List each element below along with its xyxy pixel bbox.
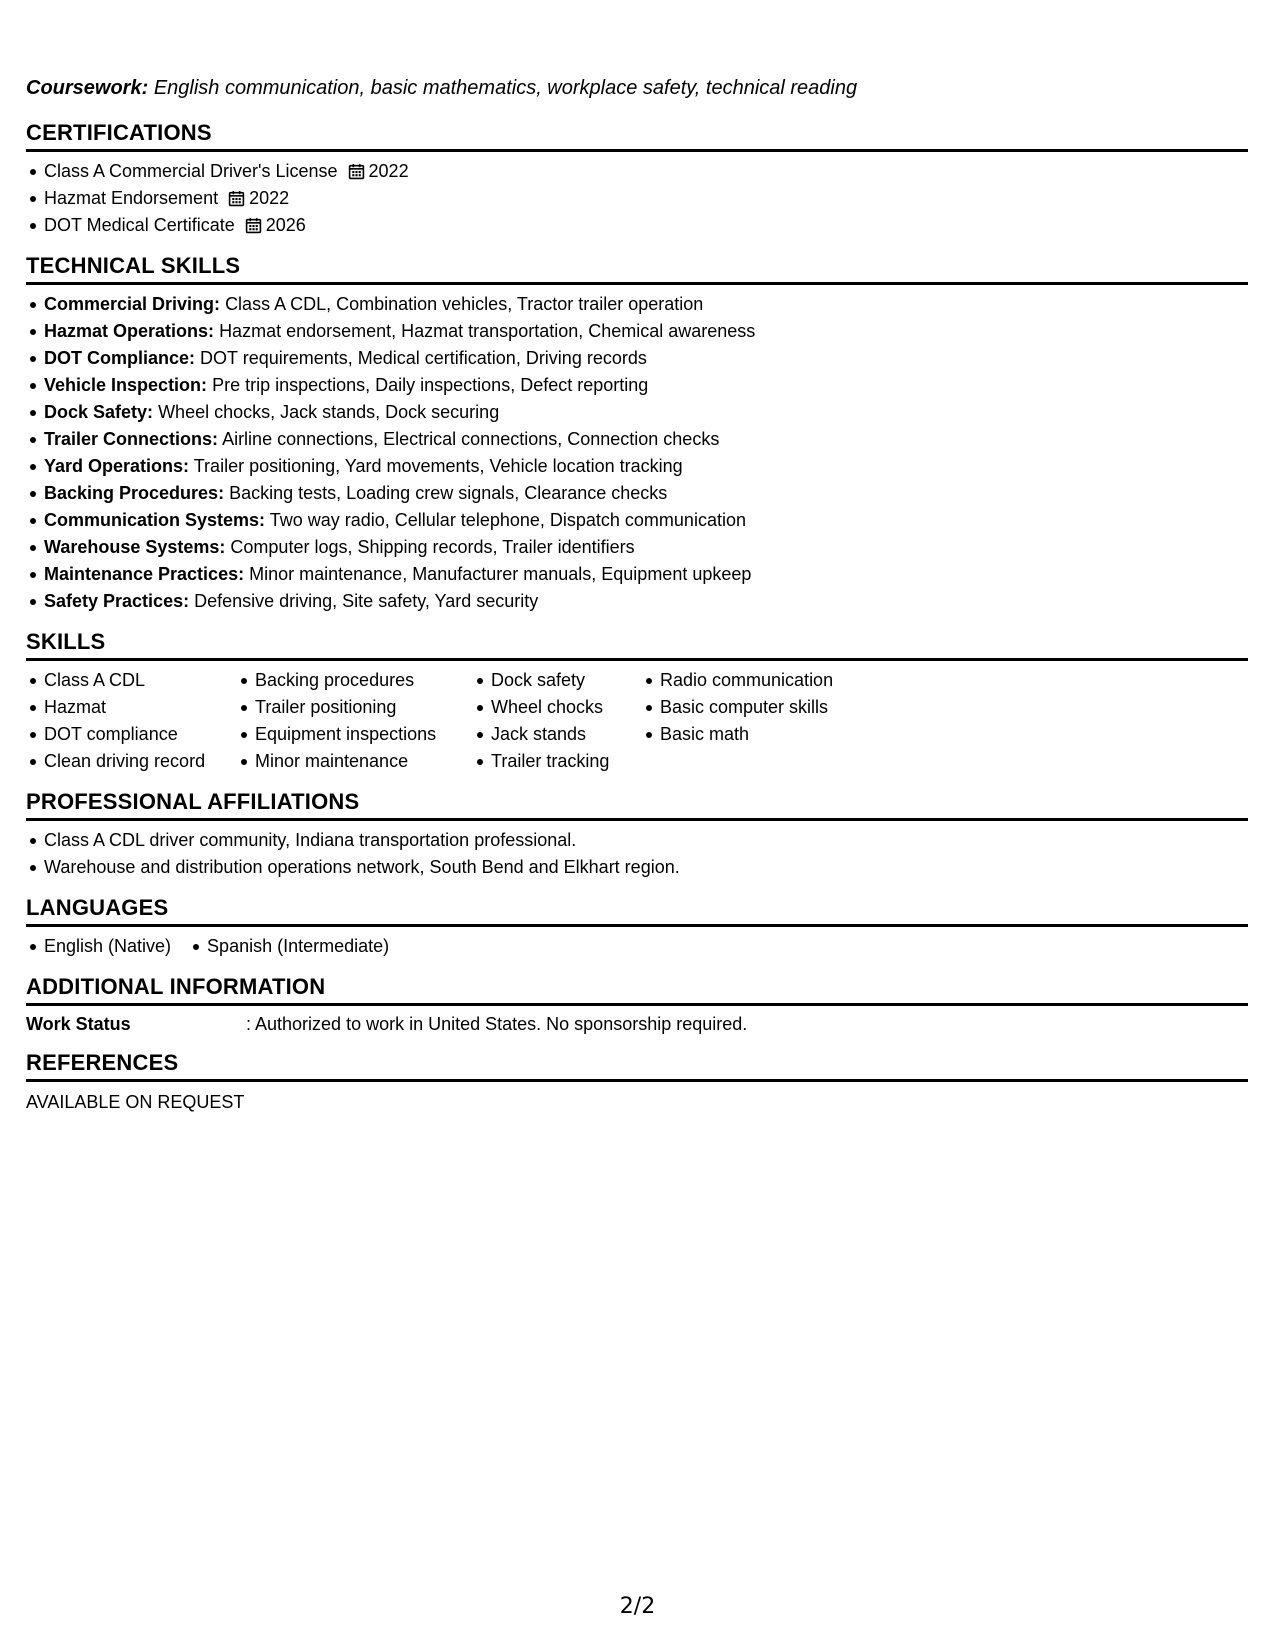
references-text: AVAILABLE ON REQUEST [26, 1092, 245, 1112]
list-item [44, 158, 1248, 185]
work-status-label: Work Status [26, 1014, 131, 1034]
section-title-languages: LANGUAGES [26, 895, 1248, 927]
list-item: Clean driving record [44, 748, 237, 775]
certifications-section [26, 120, 1248, 239]
skill-details: Defensive driving, Site safety, Yard security [194, 591, 539, 611]
skills-column [642, 667, 900, 775]
skill-category: Yard Operations: [44, 456, 190, 476]
additional-information-section [26, 974, 1248, 1036]
list-item: Backing procedures [255, 667, 473, 694]
section-title-references: REFERENCES [26, 1050, 1248, 1082]
list-item: Warehouse and distribution operations network, South Bend and Elkhart region. [44, 854, 1248, 881]
skill-details: Airline connections, Electrical connections, Connection checks [222, 429, 720, 449]
calendar-icon [245, 217, 262, 234]
skill-details: DOT requirements, Medical certification, Driving records [200, 348, 647, 368]
references-section [26, 1050, 1248, 1114]
list-item: Basic computer skills [660, 694, 900, 721]
list-item: Minor maintenance [255, 748, 473, 775]
list-item: Basic math [660, 721, 900, 748]
skill-category: Dock Safety: [44, 402, 154, 422]
skill-category: Communication Systems: [44, 510, 266, 530]
skill-category: Maintenance Practices: [44, 564, 245, 584]
coursework [26, 76, 1248, 100]
certification-name: DOT Medical Certificate [44, 215, 235, 235]
work-status-value: : Authorized to work in United States. No sponsorship required. [246, 1014, 748, 1034]
list-item [44, 453, 1248, 480]
skill-category: DOT Compliance: [44, 348, 196, 368]
list-item [44, 345, 1248, 372]
list-item [44, 507, 1248, 534]
skill-details: Minor maintenance, Manufacturer manuals, Equipment upkeep [249, 564, 752, 584]
skill-details: Two way radio, Cellular telephone, Dispatch communication [269, 510, 746, 530]
certification-name: Hazmat Endorsement [44, 188, 219, 208]
languages-list [26, 933, 1248, 960]
certification-year: 2022 [249, 188, 290, 208]
list-item: Trailer tracking [491, 748, 642, 775]
skills-column [473, 667, 642, 775]
skill-category: Warehouse Systems: [44, 537, 226, 557]
technical-skills-list [26, 291, 1248, 615]
skill-details: Wheel chocks, Jack stands, Dock securing [158, 402, 500, 422]
skill-details: Computer logs, Shipping records, Trailer identifiers [230, 537, 635, 557]
affiliations-section [26, 789, 1248, 881]
skills-grid [26, 667, 1248, 775]
skill-details: Trailer positioning, Yard movements, Vehicle location tracking [193, 456, 683, 476]
work-status-row [26, 1012, 1248, 1036]
coursework-label: Coursework: [26, 77, 149, 99]
languages-section [26, 895, 1248, 960]
certification-name: Class A Commercial Driver's License [44, 161, 338, 181]
skill-details: Class A CDL, Combination vehicles, Tractor trailer operation [225, 294, 704, 314]
list-item: Trailer positioning [255, 694, 473, 721]
list-item [44, 291, 1248, 318]
resume-page [26, 76, 1248, 1128]
list-item [44, 426, 1248, 453]
section-title-technical-skills: TECHNICAL SKILLS [26, 253, 1248, 285]
list-item: Jack stands [491, 721, 642, 748]
skill-details: Pre trip inspections, Daily inspections, Defect reporting [212, 375, 649, 395]
section-title-additional-information: ADDITIONAL INFORMATION [26, 974, 1248, 1006]
list-item: DOT compliance [44, 721, 237, 748]
section-title-certifications: CERTIFICATIONS [26, 120, 1248, 152]
technical-skills-section [26, 253, 1248, 615]
list-item: Radio communication [660, 667, 900, 694]
coursework-text: English communication, basic mathematics, workplace safety, technical reading [153, 77, 858, 99]
list-item: Class A CDL [44, 667, 237, 694]
list-item [44, 561, 1248, 588]
list-item [44, 534, 1248, 561]
skill-details: Hazmat endorsement, Hazmat transportation, Chemical awareness [219, 321, 756, 341]
list-item: Class A CDL driver community, Indiana transportation professional. [44, 827, 1248, 854]
list-item: Equipment inspections [255, 721, 473, 748]
calendar-icon [348, 163, 365, 180]
list-item: English (Native) [44, 933, 171, 960]
section-title-affiliations: PROFESSIONAL AFFILIATIONS [26, 789, 1248, 821]
list-item [44, 212, 1248, 239]
affiliations-list [26, 827, 1248, 881]
skills-section [26, 629, 1248, 775]
list-item: Hazmat [44, 694, 237, 721]
certifications-list [26, 158, 1248, 239]
list-item: Spanish (Intermediate) [207, 933, 389, 960]
skill-category: Backing Procedures: [44, 483, 225, 503]
certification-year: 2022 [368, 161, 409, 181]
page-number: 2/2 [619, 1594, 656, 1619]
skill-category: Trailer Connections: [44, 429, 219, 449]
skill-category: Safety Practices: [44, 591, 190, 611]
list-item: Dock safety [491, 667, 642, 694]
list-item [44, 480, 1248, 507]
calendar-icon [228, 190, 245, 207]
list-item [44, 372, 1248, 399]
list-item [44, 588, 1248, 615]
skills-column [26, 667, 237, 775]
skills-column [237, 667, 473, 775]
skill-category: Hazmat Operations: [44, 321, 215, 341]
skill-category: Commercial Driving: [44, 294, 221, 314]
skill-category: Vehicle Inspection: [44, 375, 208, 395]
list-item: Wheel chocks [491, 694, 642, 721]
certification-year: 2026 [265, 215, 306, 235]
list-item [44, 318, 1248, 345]
section-title-skills: SKILLS [26, 629, 1248, 661]
list-item [44, 399, 1248, 426]
skill-details: Backing tests, Loading crew signals, Clearance checks [229, 483, 668, 503]
list-item [44, 185, 1248, 212]
